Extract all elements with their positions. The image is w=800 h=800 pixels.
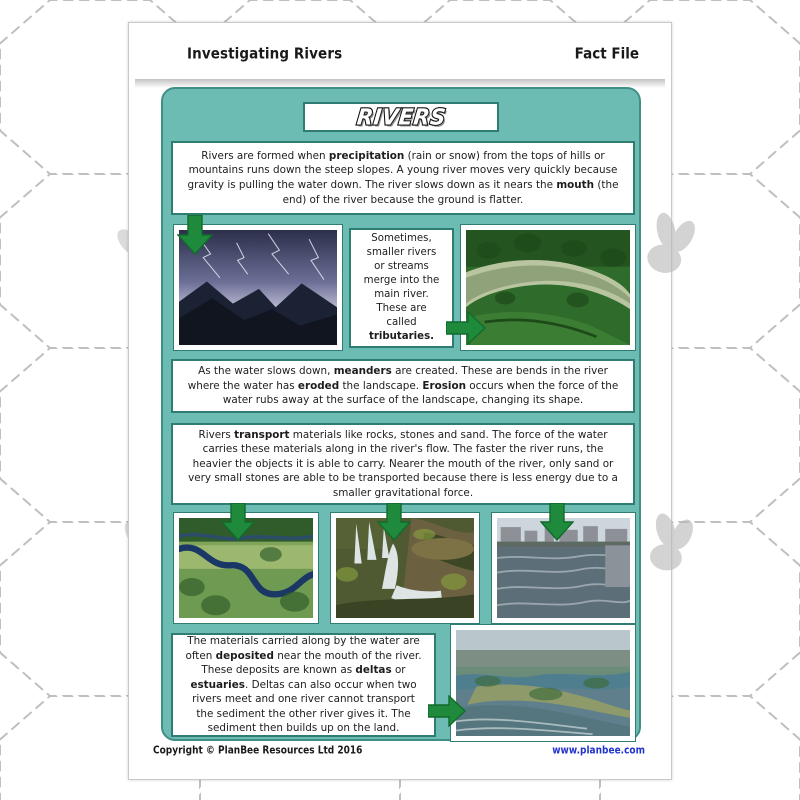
intro-card <box>171 141 635 215</box>
transport-card <box>171 423 635 505</box>
deposition-paragraph: The materials carried along by the water are often deposited near the mouth of the river. These deposits are known as deltas or estuaries. Deltas can also occur when two rivers meet and one river cannot transport the sediment the other river gives it. The sediment then builds up on the land. <box>185 634 422 735</box>
footer-website-link[interactable]: www.planbee.com <box>552 745 645 757</box>
transport-paragraph: Rivers transport materials like rocks, stones and sand. The force of the water carries these materials along in the river's flow. The faster the river runs, the heavier the objects it is able to carry. Nearer the mouth of the river, only sand or very small stones are able to be transported because there is less energy due to a smaller gravitational force. <box>188 428 618 499</box>
sheet-title-chip <box>303 102 499 132</box>
arrow-down-urban-river <box>540 503 574 541</box>
footer-copyright: Copyright © PlanBee Resources Ltd 2016 <box>153 745 363 757</box>
teal-content-panel <box>161 87 641 741</box>
page-header <box>129 23 671 79</box>
tributaries-card <box>349 228 454 348</box>
page-title: RIVERS <box>355 104 447 130</box>
arrow-down-waterfall <box>377 503 411 541</box>
worksheet-page <box>128 22 672 780</box>
meanders-paragraph: As the water slows down, meanders are created. These are bends in the river where the water has eroded the landscape. Erosion occurs when the force of the water rubs away at the surface of the landscape, changing its shape. <box>187 365 619 407</box>
photo-aerial-tributary <box>461 225 635 350</box>
deposition-card <box>171 633 436 737</box>
arrow-down-storm <box>177 215 213 255</box>
arrow-right-delta <box>428 695 466 727</box>
arrow-down-meander <box>221 503 255 541</box>
intro-paragraph: Rivers are formed when precipitation (rain or snow) from the tops of hills or mountains runs down the steep slopes. A young river moves very quickly because gravity is pulling the water down. The river slows down as it nears the mouth (the end) of the river because the ground is flatter. <box>187 149 619 206</box>
meanders-card <box>171 359 635 413</box>
arrow-right-tributary <box>446 311 486 345</box>
photo-river-delta <box>451 625 635 741</box>
header-right-title: Fact File <box>574 45 639 63</box>
tributaries-paragraph: Sometimes, smaller rivers or streams merge into the main river. These are called tributaries. <box>363 233 440 342</box>
header-left-title: Investigating Rivers <box>187 45 343 63</box>
